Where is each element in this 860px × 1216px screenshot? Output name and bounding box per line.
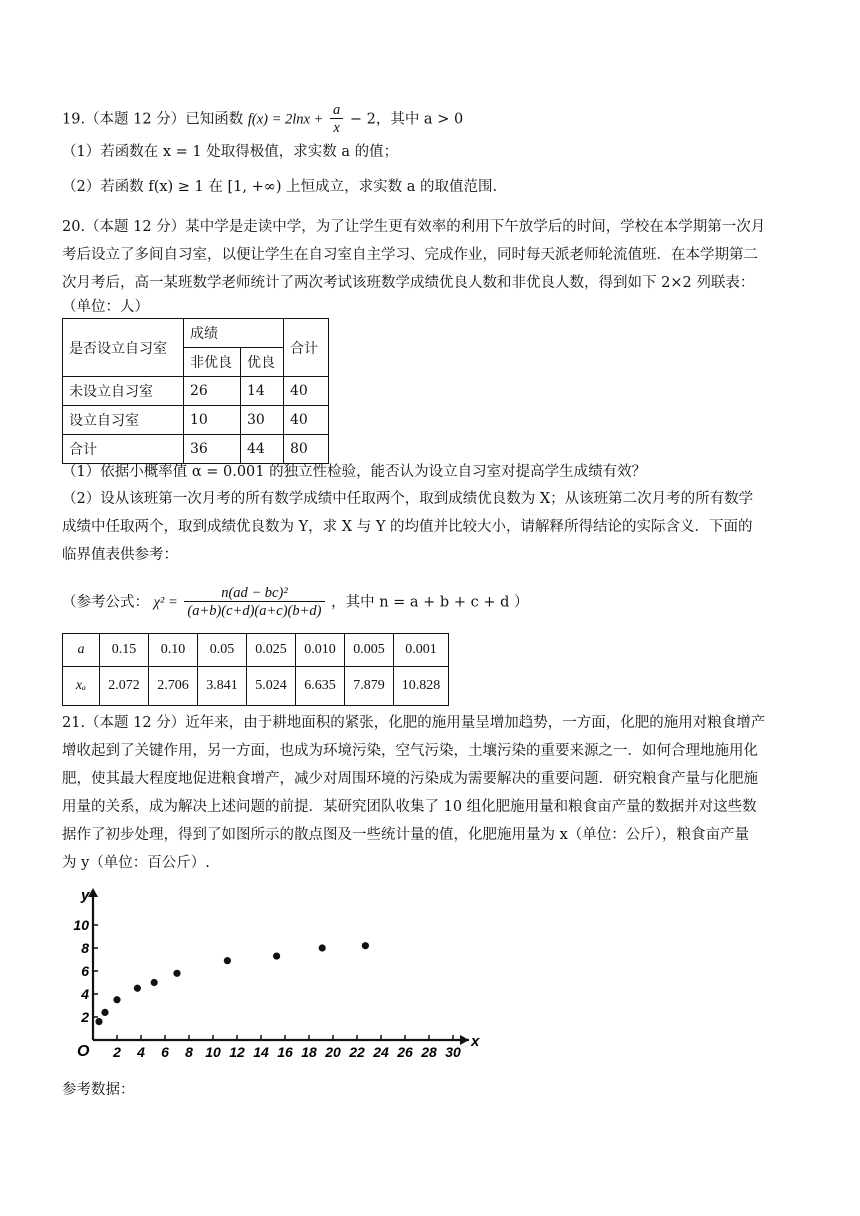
data-point xyxy=(319,944,326,951)
table-cell: 0.005 xyxy=(345,634,394,667)
ref-tail: ，其中 n = a + b + c + d ） xyxy=(331,594,529,611)
table-cell: 设立自习室 xyxy=(63,406,184,435)
data-point xyxy=(113,996,120,1003)
table-cell: 0.001 xyxy=(394,634,449,667)
q20-sub2-line3: 临界值表供参考： xyxy=(62,547,178,563)
y-tick-label: 10 xyxy=(73,917,89,933)
x-tick-label: 14 xyxy=(253,1044,269,1060)
y-tick-label: 8 xyxy=(81,940,89,956)
table-cell: 40 xyxy=(284,377,329,406)
q19-part2: （2）若函数 f(x) ≥ 1 在 [1, +∞) 上恒成立，求实数 a 的取值范围. xyxy=(62,179,498,195)
table-cell: 2.706 xyxy=(149,667,198,706)
q21-line2: 增收起到了关键作用，另一方面，也成为环境污染，空气污染，土壤污染的重要来源之一．如何合理地施用化 xyxy=(62,743,758,759)
table-cell: 未设立自习室 xyxy=(63,377,184,406)
table-row xyxy=(63,319,329,348)
y-tick-label: 2 xyxy=(81,1009,89,1025)
q19-frac-den: x xyxy=(333,120,340,136)
y-axis-arrow xyxy=(88,888,98,897)
table-cell: 5.024 xyxy=(247,667,296,706)
q19-function-lhs: f(x) = 2lnx + xyxy=(247,111,324,128)
header-cell: 优良 xyxy=(241,348,284,377)
y-axis-label: y xyxy=(81,887,90,904)
ref-chi: χ² = xyxy=(153,594,178,611)
scatter-plot xyxy=(60,880,520,1070)
table-row xyxy=(63,377,329,406)
y-tick-label: 6 xyxy=(81,963,89,979)
x-tick-label: 30 xyxy=(445,1044,461,1060)
table-cell: 30 xyxy=(241,406,284,435)
table-cell: 26 xyxy=(184,377,241,406)
q19-fraction xyxy=(330,102,343,137)
table-cell: 6.635 xyxy=(296,667,345,706)
header-cell: 合计 xyxy=(284,319,329,377)
x-tick-label: 6 xyxy=(161,1044,169,1060)
q20-sub2-line1: （2）设从该班第一次月考的所有数学成绩中任取两个，取到成绩优良数为 X；从该班第二次月考的所有数学 xyxy=(62,491,754,507)
table-cell: 3.841 xyxy=(198,667,247,706)
x-tick-label: 24 xyxy=(373,1044,389,1060)
table-cell: 0.010 xyxy=(296,634,345,667)
table-cell: xₐ xyxy=(63,667,100,706)
table-cell: 合计 xyxy=(63,435,184,464)
table-cell: a xyxy=(63,634,100,667)
reference-formula xyxy=(62,585,528,620)
ref-den: (a+b)(c+d)(a+c)(b+d) xyxy=(187,603,322,619)
q19-stem xyxy=(62,102,463,137)
ref-num: n(ad − bc)² xyxy=(184,585,324,602)
x-tick-label: 26 xyxy=(397,1044,413,1060)
reference-data-label: 参考数据： xyxy=(62,1082,135,1098)
x-tick-label: 12 xyxy=(229,1044,245,1060)
q21-line1: 21.（本题 12 分）近年来，由于耕地面积的紧张，化肥的施用量呈增加趋势，一方面，化肥的施用对粮食增产 xyxy=(62,715,766,731)
table-cell: 2.072 xyxy=(100,667,149,706)
table-cell: 0.05 xyxy=(198,634,247,667)
q21-line4: 用量的关系，成为解决上述问题的前提．某研究团队收集了 10 组化肥施用量和粮食亩产量的数据并对这些数 xyxy=(62,799,757,815)
header-cell: 成绩 xyxy=(184,319,284,348)
table-cell: 0.10 xyxy=(149,634,198,667)
x-tick-label: 18 xyxy=(301,1044,317,1060)
x-tick-label: 16 xyxy=(277,1044,293,1060)
table-cell: 36 xyxy=(184,435,241,464)
x-tick-label: 28 xyxy=(421,1044,437,1060)
table-cell: 44 xyxy=(241,435,284,464)
q19-function-tail: − 2，其中 a > 0 xyxy=(349,111,464,128)
y-tick-label: 4 xyxy=(81,986,89,1002)
q21-line5: 据作了初步处理，得到了如图所示的散点图及一些统计量的值，化肥施用量为 x（单位：公斤），粮食亩产量 xyxy=(62,827,750,843)
q19-frac-num: a xyxy=(330,102,343,119)
data-point xyxy=(151,979,158,986)
data-point xyxy=(134,985,141,992)
data-point xyxy=(95,1018,102,1025)
critical-value-table xyxy=(62,633,449,706)
ref-lead: （参考公式： xyxy=(62,594,149,611)
header-cell: 是否设立自习室 xyxy=(63,319,184,377)
ref-fraction xyxy=(184,585,324,620)
table-cell: 10.828 xyxy=(394,667,449,706)
table-cell: 0.025 xyxy=(247,634,296,667)
chart-ticks xyxy=(73,917,461,1060)
x-axis-arrow xyxy=(460,1035,469,1045)
contingency-table xyxy=(62,318,329,464)
data-point xyxy=(101,1009,108,1016)
q19-lead: 19.（本题 12 分）已知函数 xyxy=(62,111,244,128)
table-cell: 10 xyxy=(184,406,241,435)
table-cell: 14 xyxy=(241,377,284,406)
x-tick-label: 4 xyxy=(137,1044,145,1060)
q20-para4: （单位：人） xyxy=(62,299,149,315)
data-point xyxy=(362,942,369,949)
data-point xyxy=(173,970,180,977)
x-axis-label: x xyxy=(471,1033,480,1050)
table-row xyxy=(63,435,329,464)
q20-sub2-line2: 成绩中任取两个，取到成绩优良数为 Y，求 X 与 Y 的均值并比较大小，请解释所得结论的实际含义．下面的 xyxy=(62,519,753,535)
q21-line3: 肥，使其最大程度地促进粮食增产，减少对周围环境的污染成为需要解决的重要问题．研究粮食产量与化肥施 xyxy=(62,771,758,787)
x-tick-label: 20 xyxy=(325,1044,341,1060)
x-tick-label: 10 xyxy=(205,1044,221,1060)
table-row xyxy=(63,634,449,667)
origin-label: O xyxy=(77,1043,90,1060)
header-cell: 非优良 xyxy=(184,348,241,377)
chart-points xyxy=(95,942,369,1025)
table-cell: 7.879 xyxy=(345,667,394,706)
x-tick-label: 22 xyxy=(349,1044,365,1060)
q20-para1: 20.（本题 12 分）某中学是走读中学，为了让学生更有效率的利用下午放学后的时间，学校在本学期第一次月 xyxy=(62,219,766,235)
q20-para3: 次月考后，高一某班数学老师统计了两次考试该班数学成绩优良人数和非优良人数，得到如下 2×2 列联表： xyxy=(62,275,755,291)
table-row xyxy=(63,667,449,706)
q20-para2: 考后设立了多间自习室，以便让学生在自习室自主学习、完成作业，同时每天派老师轮流值班．在本学期第二 xyxy=(62,247,758,263)
q20-sub1: （1）依据小概率值 α = 0.001 的独立性检验，能否认为设立自习室对提高学生成绩有效？ xyxy=(62,464,647,480)
q21-line6: 为 y（单位：百公斤）. xyxy=(62,855,210,871)
data-point xyxy=(273,952,280,959)
table-cell: 40 xyxy=(284,406,329,435)
chart-axes xyxy=(77,887,480,1060)
table-row xyxy=(63,406,329,435)
x-tick-label: 2 xyxy=(113,1044,121,1060)
data-point xyxy=(224,957,231,964)
table-cell: 0.15 xyxy=(100,634,149,667)
q19-part1: （1）若函数在 x = 1 处取得极值，求实数 a 的值； xyxy=(62,144,399,160)
x-tick-label: 8 xyxy=(185,1044,193,1060)
table-cell: 80 xyxy=(284,435,329,464)
